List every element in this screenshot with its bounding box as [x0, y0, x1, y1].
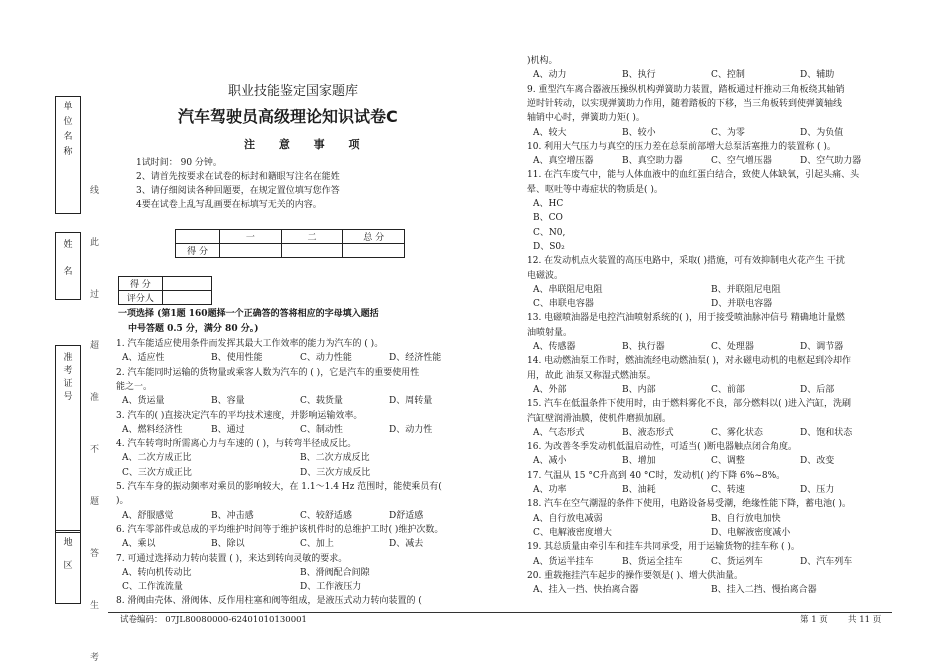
question-text: 8. 滑阀由壳体、滑阀体、反作用柱塞和阀等组成，是液压式动力转向装置的 (: [116, 596, 422, 607]
score-header-total: 总 分: [343, 230, 405, 244]
answer-option[interactable]: B、挂入二挡、慢抬离合器: [711, 585, 817, 596]
answer-option[interactable]: A、减小: [533, 456, 567, 467]
answer-option[interactable]: A、适应性: [122, 353, 165, 364]
question-text: 油喷射量。: [527, 327, 573, 338]
answer-option[interactable]: C、前部: [711, 384, 745, 395]
answer-option[interactable]: D、改变: [800, 456, 835, 467]
notice-2: 2、请首先按要求在试卷的标封和籍眼写注名在能姓: [136, 172, 340, 182]
score-cell-2[interactable]: [281, 244, 343, 258]
question-text: 3. 汽车的( )直接决定汽车的平均技术速度，并影响运输效率。: [116, 410, 363, 421]
answer-option[interactable]: D、压力: [800, 485, 835, 495]
region-box: [55, 530, 81, 604]
answer-option[interactable]: A、燃料经济性: [122, 424, 183, 435]
answer-option[interactable]: B、增加: [622, 456, 656, 467]
grader-table: [118, 276, 212, 305]
question-text: 16. 为改善冬季发动机低温启动性，可适当( )断电器触点闭合角度。: [527, 442, 798, 453]
answer-option[interactable]: C、N0,: [533, 227, 566, 238]
score-cell-total[interactable]: [343, 244, 405, 258]
answer-option[interactable]: D、空气助力器: [800, 156, 862, 167]
answer-option[interactable]: C、加上: [300, 539, 334, 550]
answer-option[interactable]: C、工作流流量: [122, 582, 183, 593]
question-text: 汽缸壁润滑油膜，使机件磨损加剧。: [527, 413, 672, 424]
answer-option[interactable]: B、内部: [622, 384, 656, 395]
question-text: 19. 其总质量由牵引车和挂车共同承受，用于运输货物的挂车称 ( )。: [527, 542, 800, 553]
score-table: [175, 229, 405, 258]
question-text: 逆时针转动，以实现弹簧助力作用，随着踏板的下移，当三角板转到使弹簧轴线: [527, 98, 843, 109]
answer-option[interactable]: A、串联阻尼电阻: [533, 284, 603, 295]
question-text: 能之一。: [116, 381, 153, 392]
section1-instruction-2: 中号答题 0.5 分，满分 80 分。): [128, 324, 259, 334]
answer-option[interactable]: A、舒服感觉: [122, 510, 174, 521]
answer-option[interactable]: B、除以: [211, 539, 245, 550]
question-text: 18. 汽车在空气潮湿的条件下使用，电路设备易受潮，绝缘性能下降，蓄电池( )。: [527, 499, 852, 510]
question-text: 17. 气温从 15 °C升高到 40 °C时，发动机( )约下降 6%~8%。: [527, 470, 786, 481]
answer-option[interactable]: B、液态形式: [622, 427, 674, 438]
answer-option[interactable]: B、自行放电加快: [711, 513, 781, 524]
answer-option[interactable]: C、调整: [711, 456, 745, 467]
answer-option[interactable]: C、为零: [711, 127, 745, 138]
question-text: 2. 汽车能同时运输的货物量或乘客人数为汽车的 ( )，它是汽车的重要使用性: [116, 367, 420, 378]
exam-title: 汽车驾驶员高级理论知识试卷C: [178, 107, 398, 126]
answer-option[interactable]: C、处理器: [711, 342, 754, 352]
footer-rule: [108, 612, 892, 613]
answer-option[interactable]: A、真空增压器: [533, 156, 594, 167]
answer-option[interactable]: D、S0₂: [533, 241, 565, 252]
id_box-char: 证: [63, 379, 73, 389]
unit-name-box: [55, 96, 81, 214]
answer-option[interactable]: D舒适感: [389, 510, 424, 521]
score-row-label: 得 分: [176, 244, 220, 258]
answer-option[interactable]: A、挂入一挡、快抬离合器: [533, 585, 639, 596]
answer-option[interactable]: D、饱和状态: [800, 427, 853, 438]
question-text: 20. 重载拖挂汽车起步的操作要领是( )、增大供油量。: [527, 570, 744, 581]
answer-option[interactable]: A、HC: [533, 199, 564, 209]
answer-option[interactable]: A、功率: [533, 485, 567, 495]
unit_box-char: 称: [63, 147, 73, 157]
answer-option[interactable]: A、气态形式: [533, 427, 585, 438]
grader-score-label: 得 分: [119, 277, 163, 291]
series-title: 职业技能鉴定国家题库: [228, 84, 359, 99]
question-text: 晕、呕吐等中毒症状的物质是( )。: [527, 184, 663, 195]
grader-name-label: 评分人: [119, 291, 163, 305]
answer-option[interactable]: D、周转量: [389, 396, 433, 407]
answer-option[interactable]: D、减去: [389, 539, 424, 550]
id_box-char: 准: [63, 353, 73, 363]
region_box-char: 地: [63, 538, 73, 548]
answer-option[interactable]: D、工作液压力: [300, 582, 362, 593]
cut-mark: 超: [90, 341, 100, 351]
region_box-char: 区: [63, 561, 73, 571]
cut-mark: 题: [90, 497, 100, 507]
answer-option[interactable]: C、货运列车: [711, 556, 763, 567]
unit_box-char: 位: [63, 117, 73, 127]
question-text: )。: [116, 496, 129, 507]
cut-mark: 线: [90, 186, 100, 196]
page-number: 第 1 页: [800, 615, 828, 625]
answer-option[interactable]: D、后部: [800, 384, 835, 395]
answer-option[interactable]: A、外部: [533, 384, 567, 395]
cut-mark: 不: [90, 445, 100, 455]
notice-3: 3、请仔细阅读各种回题要，在规定置位填写您作答: [136, 186, 340, 196]
notice-heading: 注 意 事 项: [244, 138, 370, 151]
answer-option[interactable]: B、容量: [211, 396, 245, 407]
paper-code: 试卷编码： 07JL80080000-62401010130001: [120, 615, 307, 625]
question-text: 11. 在汽车废气中，能与人体血液中的血红蛋白结合，致使人体缺氧，引起头痛、头: [527, 170, 860, 181]
answer-option[interactable]: B、CO: [533, 213, 563, 224]
answer-option[interactable]: C、载货量: [300, 396, 343, 407]
answer-option[interactable]: D、调节器: [800, 342, 844, 352]
answer-option[interactable]: C、动力性能: [300, 353, 352, 364]
answer-option[interactable]: B、货运全挂车: [622, 556, 683, 567]
question-text: )机构。: [527, 56, 558, 66]
answer-option[interactable]: B、通过: [211, 424, 245, 435]
answer-option[interactable]: A、乘以: [122, 539, 156, 550]
answer-option[interactable]: B、较小: [622, 127, 656, 138]
answer-option[interactable]: D、经济性能: [389, 353, 442, 364]
answer-option[interactable]: C、空气增压器: [711, 156, 772, 167]
cut-mark: 答: [90, 549, 100, 559]
answer-option[interactable]: B、执行器: [622, 342, 665, 352]
score-header-1: 一: [220, 230, 282, 244]
answer-option[interactable]: B、油耗: [622, 485, 656, 495]
question-text: 10. 利用大气压力与真空的压力差在总泵前部增大总泵活塞推力的装置称 ( )。: [527, 141, 836, 152]
answer-option[interactable]: D、动力性: [389, 424, 433, 435]
answer-option[interactable]: C、转速: [711, 485, 745, 495]
answer-option[interactable]: C、三次方成正比: [122, 467, 192, 478]
name_box-char: 姓: [63, 240, 73, 250]
grader-score-cell[interactable]: [162, 277, 211, 291]
answer-option[interactable]: B、执行: [622, 70, 656, 81]
answer-option[interactable]: D、三次方成反比: [300, 467, 371, 478]
score-cell-1[interactable]: [220, 244, 282, 258]
answer-option[interactable]: A、二次方成正比: [122, 453, 192, 464]
question-text: 5. 汽车车身的振动频率对乘员的影响较大，在 1.1～1.4 Hz 范围时，能使乘员有(: [116, 482, 442, 492]
score-header-2: 二: [281, 230, 343, 244]
cut-mark: 过: [90, 290, 100, 300]
exam-id-box: [55, 345, 81, 533]
answer-option[interactable]: D、为负值: [800, 127, 844, 138]
question-text: 7. 可通过选择动力转向装置 ( )，来达到转向灵敏的要求。: [116, 553, 348, 564]
answer-option[interactable]: C、较舒适感: [300, 510, 352, 521]
notice-1: 1试时间： 90 分钟。: [136, 158, 222, 168]
cut-mark: 生: [90, 601, 100, 611]
answer-option[interactable]: B、冲击感: [211, 510, 254, 521]
answer-option[interactable]: B、使用性能: [211, 353, 263, 364]
answer-option[interactable]: D、汽车列车: [800, 556, 853, 567]
question-text: 14. 电动燃油泵工作时，燃油流经电动燃油泵( )，对永磁电动机的电枢起到冷却作: [527, 356, 852, 367]
answer-option[interactable]: D、电解液密度减小: [711, 527, 791, 538]
answer-option[interactable]: A、转向机传动比: [122, 567, 192, 578]
answer-option[interactable]: B、滑阀配合间隙: [300, 567, 370, 578]
answer-option[interactable]: A、货运半挂车: [533, 556, 594, 567]
id_box-char: 号: [63, 392, 73, 402]
question-text: 1. 汽车能适应使用条件而发挥其最大工作效率的能力为汽车的 ( )。: [116, 339, 384, 349]
question-text: 15. 汽车在低温条件下使用时，由于燃料雾化不良，部分燃料以( )进入汽缸，洗刷: [527, 399, 852, 410]
answer-option[interactable]: C、控制: [711, 70, 745, 81]
cut-mark: 此: [90, 238, 100, 248]
answer-option[interactable]: A、自行放电减弱: [533, 513, 603, 524]
answer-option[interactable]: A、货运量: [122, 396, 165, 407]
answer-option[interactable]: C、制动性: [300, 424, 343, 435]
question-text: 12. 在发动机点火装置的高压电路中，采取( )措施，可有效抑制电火花产生 干扰: [527, 256, 845, 267]
answer-option[interactable]: D、并联电容器: [711, 299, 773, 310]
answer-option[interactable]: A、传感器: [533, 342, 576, 352]
answer-option[interactable]: B、二次方成反比: [300, 453, 370, 464]
question-text: 电磁波。: [527, 270, 564, 281]
cut-mark: 考: [90, 653, 100, 663]
answer-option[interactable]: B、并联阻尼电阻: [711, 284, 781, 295]
answer-option[interactable]: A、动力: [533, 70, 567, 81]
answer-option[interactable]: B、真空助力器: [622, 156, 683, 167]
page-total: 共 11 页: [848, 615, 882, 625]
candidate-name-box: [55, 232, 81, 300]
notice-4: 4要在试卷上乱写乱画要在标填写无关的内容。: [136, 200, 322, 210]
question-text: 13. 电磁喷油器是电控汽油喷射系统的( )，用于接受喷油脉冲信号 精确地计量燃: [527, 313, 845, 324]
answer-option[interactable]: A、较大: [533, 127, 567, 138]
unit_box-char: 单: [63, 102, 73, 112]
answer-option[interactable]: D、辅助: [800, 70, 835, 81]
id_box-char: 考: [63, 366, 73, 376]
question-text: 用，故此 油泵又称湿式燃油泵。: [527, 370, 656, 381]
unit_box-char: 名: [63, 132, 73, 142]
name_box-char: 名: [63, 267, 73, 277]
answer-option[interactable]: C、雾化状态: [711, 427, 763, 438]
score-header-blank: [176, 230, 220, 244]
answer-option[interactable]: C、串联电容器: [533, 299, 594, 310]
question-text: 6. 汽车零部件或总成的平均维护时间等于维护该机件时的总维护工时( )维护次数。: [116, 524, 444, 535]
answer-option[interactable]: C、电解液密度增大: [533, 527, 612, 538]
question-text: 4. 汽车转弯时所需离心力与车速的 ( )，与转弯半径成反比。: [116, 439, 357, 450]
grader-name-cell[interactable]: [162, 291, 211, 305]
question-text: 轴销中心时，弹簧助力矩( )。: [527, 113, 645, 124]
cut-mark: 准: [90, 393, 100, 403]
section1-instruction-1: 一项选择 (第1题 160题择一个正确答的答将相应的字母填入题括: [118, 309, 379, 319]
question-text: 9. 重型汽车离合器液压操纵机构弹簧助力装置，踏板通过杆推动三角板绕其轴销: [527, 84, 845, 95]
